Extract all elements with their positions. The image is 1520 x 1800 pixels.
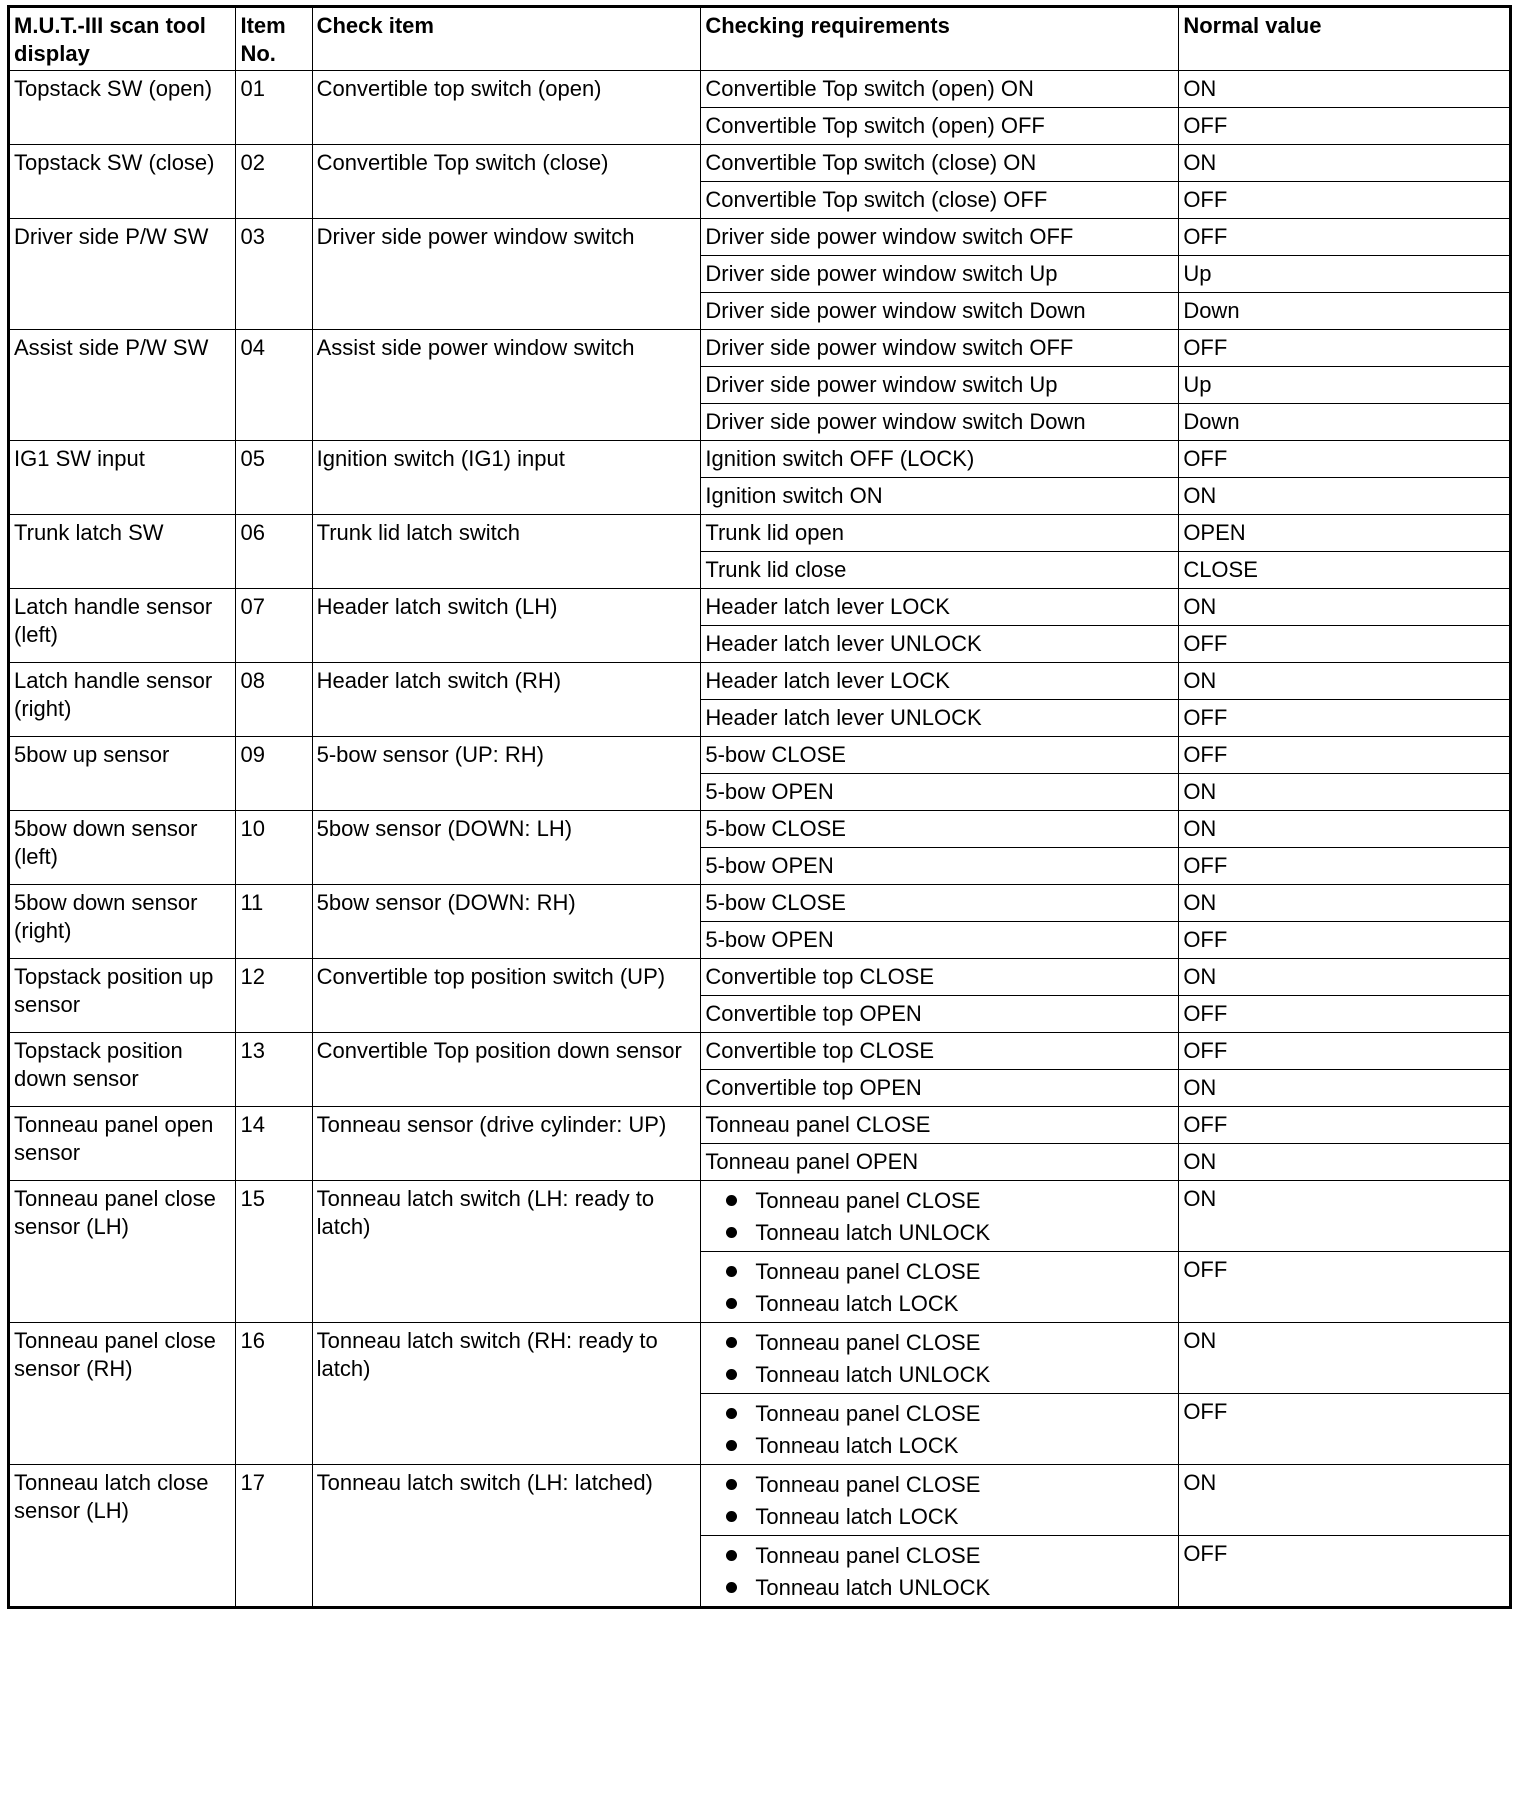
- cell-requirement: Tonneau panel OPEN: [701, 1144, 1179, 1181]
- cell-normal-value: OFF: [1179, 182, 1511, 219]
- cell-display: 5bow down sensor (left): [9, 811, 236, 885]
- requirement-list: [705, 1185, 1174, 1249]
- cell-item-no: 07: [236, 589, 312, 663]
- table-row: [9, 1033, 1511, 1070]
- cell-requirement: [701, 1465, 1179, 1536]
- cell-normal-value: Up: [1179, 367, 1511, 404]
- cell-item-no: 15: [236, 1181, 312, 1323]
- cell-normal-value: OPEN: [1179, 515, 1511, 552]
- table-row: [9, 885, 1511, 922]
- cell-item-no: 09: [236, 737, 312, 811]
- cell-requirement: 5-bow OPEN: [701, 848, 1179, 885]
- cell-normal-value: ON: [1179, 1070, 1511, 1107]
- table-row: [9, 330, 1511, 367]
- table-row: [9, 71, 1511, 108]
- cell-requirement: Convertible top CLOSE: [701, 1033, 1179, 1070]
- cell-item-no: 08: [236, 663, 312, 737]
- cell-check-item: Convertible Top position down sensor: [312, 1033, 701, 1107]
- cell-display: Topstack SW (open): [9, 71, 236, 145]
- cell-item-no: 06: [236, 515, 312, 589]
- cell-item-no: 12: [236, 959, 312, 1033]
- cell-display: Assist side P/W SW: [9, 330, 236, 441]
- cell-requirement: Convertible Top switch (open) ON: [701, 71, 1179, 108]
- cell-requirement: Driver side power window switch OFF: [701, 219, 1179, 256]
- requirement-bullet-item: Tonneau latch LOCK: [705, 1430, 1174, 1462]
- table-row: [9, 811, 1511, 848]
- cell-requirement: Trunk lid open: [701, 515, 1179, 552]
- requirement-bullet-item: Tonneau latch UNLOCK: [705, 1572, 1174, 1604]
- cell-normal-value: Down: [1179, 404, 1511, 441]
- requirement-bullet-item: Tonneau latch UNLOCK: [705, 1359, 1174, 1391]
- cell-requirement: Ignition switch ON: [701, 478, 1179, 515]
- cell-check-item: Assist side power window switch: [312, 330, 701, 441]
- cell-display: Tonneau latch close sensor (LH): [9, 1465, 236, 1608]
- cell-normal-value: OFF: [1179, 441, 1511, 478]
- cell-requirement: Header latch lever LOCK: [701, 663, 1179, 700]
- cell-display: 5bow up sensor: [9, 737, 236, 811]
- cell-item-no: 16: [236, 1323, 312, 1465]
- cell-normal-value: OFF: [1179, 700, 1511, 737]
- requirement-bullet-item: Tonneau panel CLOSE: [705, 1540, 1174, 1572]
- cell-item-no: 01: [236, 71, 312, 145]
- cell-normal-value: OFF: [1179, 1107, 1511, 1144]
- cell-check-item: 5bow sensor (DOWN: RH): [312, 885, 701, 959]
- requirement-list: [705, 1327, 1174, 1391]
- cell-normal-value: OFF: [1179, 996, 1511, 1033]
- cell-normal-value: ON: [1179, 885, 1511, 922]
- cell-item-no: 17: [236, 1465, 312, 1608]
- cell-display: Driver side P/W SW: [9, 219, 236, 330]
- cell-check-item: Convertible Top switch (close): [312, 145, 701, 219]
- cell-check-item: Convertible top position switch (UP): [312, 959, 701, 1033]
- cell-normal-value: ON: [1179, 663, 1511, 700]
- cell-normal-value: OFF: [1179, 626, 1511, 663]
- cell-display: 5bow down sensor (right): [9, 885, 236, 959]
- cell-check-item: Driver side power window switch: [312, 219, 701, 330]
- cell-check-item: Ignition switch (IG1) input: [312, 441, 701, 515]
- cell-requirement: [701, 1323, 1179, 1394]
- cell-requirement: 5-bow OPEN: [701, 922, 1179, 959]
- cell-normal-value: ON: [1179, 478, 1511, 515]
- cell-check-item: 5bow sensor (DOWN: LH): [312, 811, 701, 885]
- cell-display: Topstack position down sensor: [9, 1033, 236, 1107]
- cell-normal-value: OFF: [1179, 1252, 1511, 1323]
- table-row: [9, 589, 1511, 626]
- cell-requirement: Header latch lever UNLOCK: [701, 626, 1179, 663]
- cell-requirement: Convertible Top switch (open) OFF: [701, 108, 1179, 145]
- cell-item-no: 04: [236, 330, 312, 441]
- cell-normal-value: Up: [1179, 256, 1511, 293]
- cell-normal-value: OFF: [1179, 1536, 1511, 1608]
- cell-item-no: 14: [236, 1107, 312, 1181]
- table-row: [9, 219, 1511, 256]
- cell-display: Tonneau panel open sensor: [9, 1107, 236, 1181]
- cell-normal-value: OFF: [1179, 330, 1511, 367]
- cell-normal-value: ON: [1179, 145, 1511, 182]
- cell-requirement: [701, 1181, 1179, 1252]
- header-display: M.U.T.-III scan tool display: [9, 7, 236, 71]
- requirement-bullet-item: Tonneau panel CLOSE: [705, 1398, 1174, 1430]
- cell-check-item: Tonneau latch switch (RH: ready to latch): [312, 1323, 701, 1465]
- requirement-bullet-item: Tonneau panel CLOSE: [705, 1327, 1174, 1359]
- requirement-list: [705, 1256, 1174, 1320]
- cell-requirement: 5-bow CLOSE: [701, 811, 1179, 848]
- cell-requirement: Trunk lid close: [701, 552, 1179, 589]
- cell-requirement: Driver side power window switch Down: [701, 293, 1179, 330]
- requirement-list: [705, 1469, 1174, 1533]
- cell-normal-value: OFF: [1179, 848, 1511, 885]
- cell-normal-value: ON: [1179, 1465, 1511, 1536]
- cell-display: Latch handle sensor (left): [9, 589, 236, 663]
- cell-requirement: Convertible Top switch (close) OFF: [701, 182, 1179, 219]
- requirement-bullet-item: Tonneau latch LOCK: [705, 1501, 1174, 1533]
- header-check-item: Check item: [312, 7, 701, 71]
- table-row: [9, 959, 1511, 996]
- cell-normal-value: ON: [1179, 1181, 1511, 1252]
- table-row: [9, 515, 1511, 552]
- table-row: [9, 441, 1511, 478]
- cell-normal-value: OFF: [1179, 737, 1511, 774]
- cell-check-item: Tonneau latch switch (LH: ready to latch): [312, 1181, 701, 1323]
- cell-requirement: Convertible Top switch (close) ON: [701, 145, 1179, 182]
- cell-check-item: Tonneau latch switch (LH: latched): [312, 1465, 701, 1608]
- cell-requirement: Driver side power window switch Down: [701, 404, 1179, 441]
- cell-normal-value: OFF: [1179, 219, 1511, 256]
- cell-normal-value: CLOSE: [1179, 552, 1511, 589]
- cell-item-no: 05: [236, 441, 312, 515]
- cell-normal-value: Down: [1179, 293, 1511, 330]
- cell-normal-value: ON: [1179, 1323, 1511, 1394]
- cell-display: Topstack SW (close): [9, 145, 236, 219]
- cell-requirement: Driver side power window switch Up: [701, 256, 1179, 293]
- requirement-list: [705, 1540, 1174, 1604]
- header-requirements: Checking requirements: [701, 7, 1179, 71]
- cell-normal-value: OFF: [1179, 1394, 1511, 1465]
- cell-requirement: 5-bow OPEN: [701, 774, 1179, 811]
- requirement-bullet-item: Tonneau panel CLOSE: [705, 1185, 1174, 1217]
- cell-requirement: 5-bow CLOSE: [701, 737, 1179, 774]
- cell-normal-value: ON: [1179, 71, 1511, 108]
- cell-item-no: 03: [236, 219, 312, 330]
- cell-check-item: Header latch switch (LH): [312, 589, 701, 663]
- cell-requirement: [701, 1394, 1179, 1465]
- cell-normal-value: ON: [1179, 774, 1511, 811]
- cell-requirement: Header latch lever UNLOCK: [701, 700, 1179, 737]
- cell-normal-value: ON: [1179, 959, 1511, 996]
- table-row: [9, 1107, 1511, 1144]
- cell-check-item: Header latch switch (RH): [312, 663, 701, 737]
- cell-normal-value: ON: [1179, 1144, 1511, 1181]
- cell-item-no: 11: [236, 885, 312, 959]
- cell-requirement: [701, 1252, 1179, 1323]
- cell-requirement: Convertible top CLOSE: [701, 959, 1179, 996]
- cell-requirement: Driver side power window switch OFF: [701, 330, 1179, 367]
- cell-requirement: Tonneau panel CLOSE: [701, 1107, 1179, 1144]
- cell-item-no: 13: [236, 1033, 312, 1107]
- header-row: [9, 7, 1511, 71]
- cell-display: Latch handle sensor (right): [9, 663, 236, 737]
- table-row: [9, 1465, 1511, 1536]
- requirement-bullet-item: Tonneau panel CLOSE: [705, 1256, 1174, 1288]
- cell-normal-value: OFF: [1179, 922, 1511, 959]
- requirement-list: [705, 1398, 1174, 1462]
- cell-display: IG1 SW input: [9, 441, 236, 515]
- cell-requirement: Ignition switch OFF (LOCK): [701, 441, 1179, 478]
- requirement-bullet-item: Tonneau latch UNLOCK: [705, 1217, 1174, 1249]
- cell-display: Trunk latch SW: [9, 515, 236, 589]
- scan-tool-table: [7, 5, 1512, 1609]
- table-row: [9, 663, 1511, 700]
- requirement-bullet-item: Tonneau latch LOCK: [705, 1288, 1174, 1320]
- header-normal-value: Normal value: [1179, 7, 1511, 71]
- cell-requirement: Header latch lever LOCK: [701, 589, 1179, 626]
- cell-item-no: 10: [236, 811, 312, 885]
- cell-check-item: Convertible top switch (open): [312, 71, 701, 145]
- table-row: [9, 1323, 1511, 1394]
- cell-normal-value: OFF: [1179, 1033, 1511, 1070]
- cell-check-item: Tonneau sensor (drive cylinder: UP): [312, 1107, 701, 1181]
- cell-requirement: Driver side power window switch Up: [701, 367, 1179, 404]
- cell-check-item: Trunk lid latch switch: [312, 515, 701, 589]
- cell-normal-value: ON: [1179, 589, 1511, 626]
- cell-check-item: 5-bow sensor (UP: RH): [312, 737, 701, 811]
- cell-item-no: 02: [236, 145, 312, 219]
- table-row: [9, 737, 1511, 774]
- cell-normal-value: OFF: [1179, 108, 1511, 145]
- header-item-no: Item No.: [236, 7, 312, 71]
- cell-display: Topstack position up sensor: [9, 959, 236, 1033]
- cell-display: Tonneau panel close sensor (RH): [9, 1323, 236, 1465]
- cell-display: Tonneau panel close sensor (LH): [9, 1181, 236, 1323]
- table-row: [9, 1181, 1511, 1252]
- requirement-bullet-item: Tonneau panel CLOSE: [705, 1469, 1174, 1501]
- table-row: [9, 145, 1511, 182]
- cell-requirement: Convertible top OPEN: [701, 1070, 1179, 1107]
- cell-requirement: Convertible top OPEN: [701, 996, 1179, 1033]
- cell-requirement: 5-bow CLOSE: [701, 885, 1179, 922]
- cell-requirement: [701, 1536, 1179, 1608]
- cell-normal-value: ON: [1179, 811, 1511, 848]
